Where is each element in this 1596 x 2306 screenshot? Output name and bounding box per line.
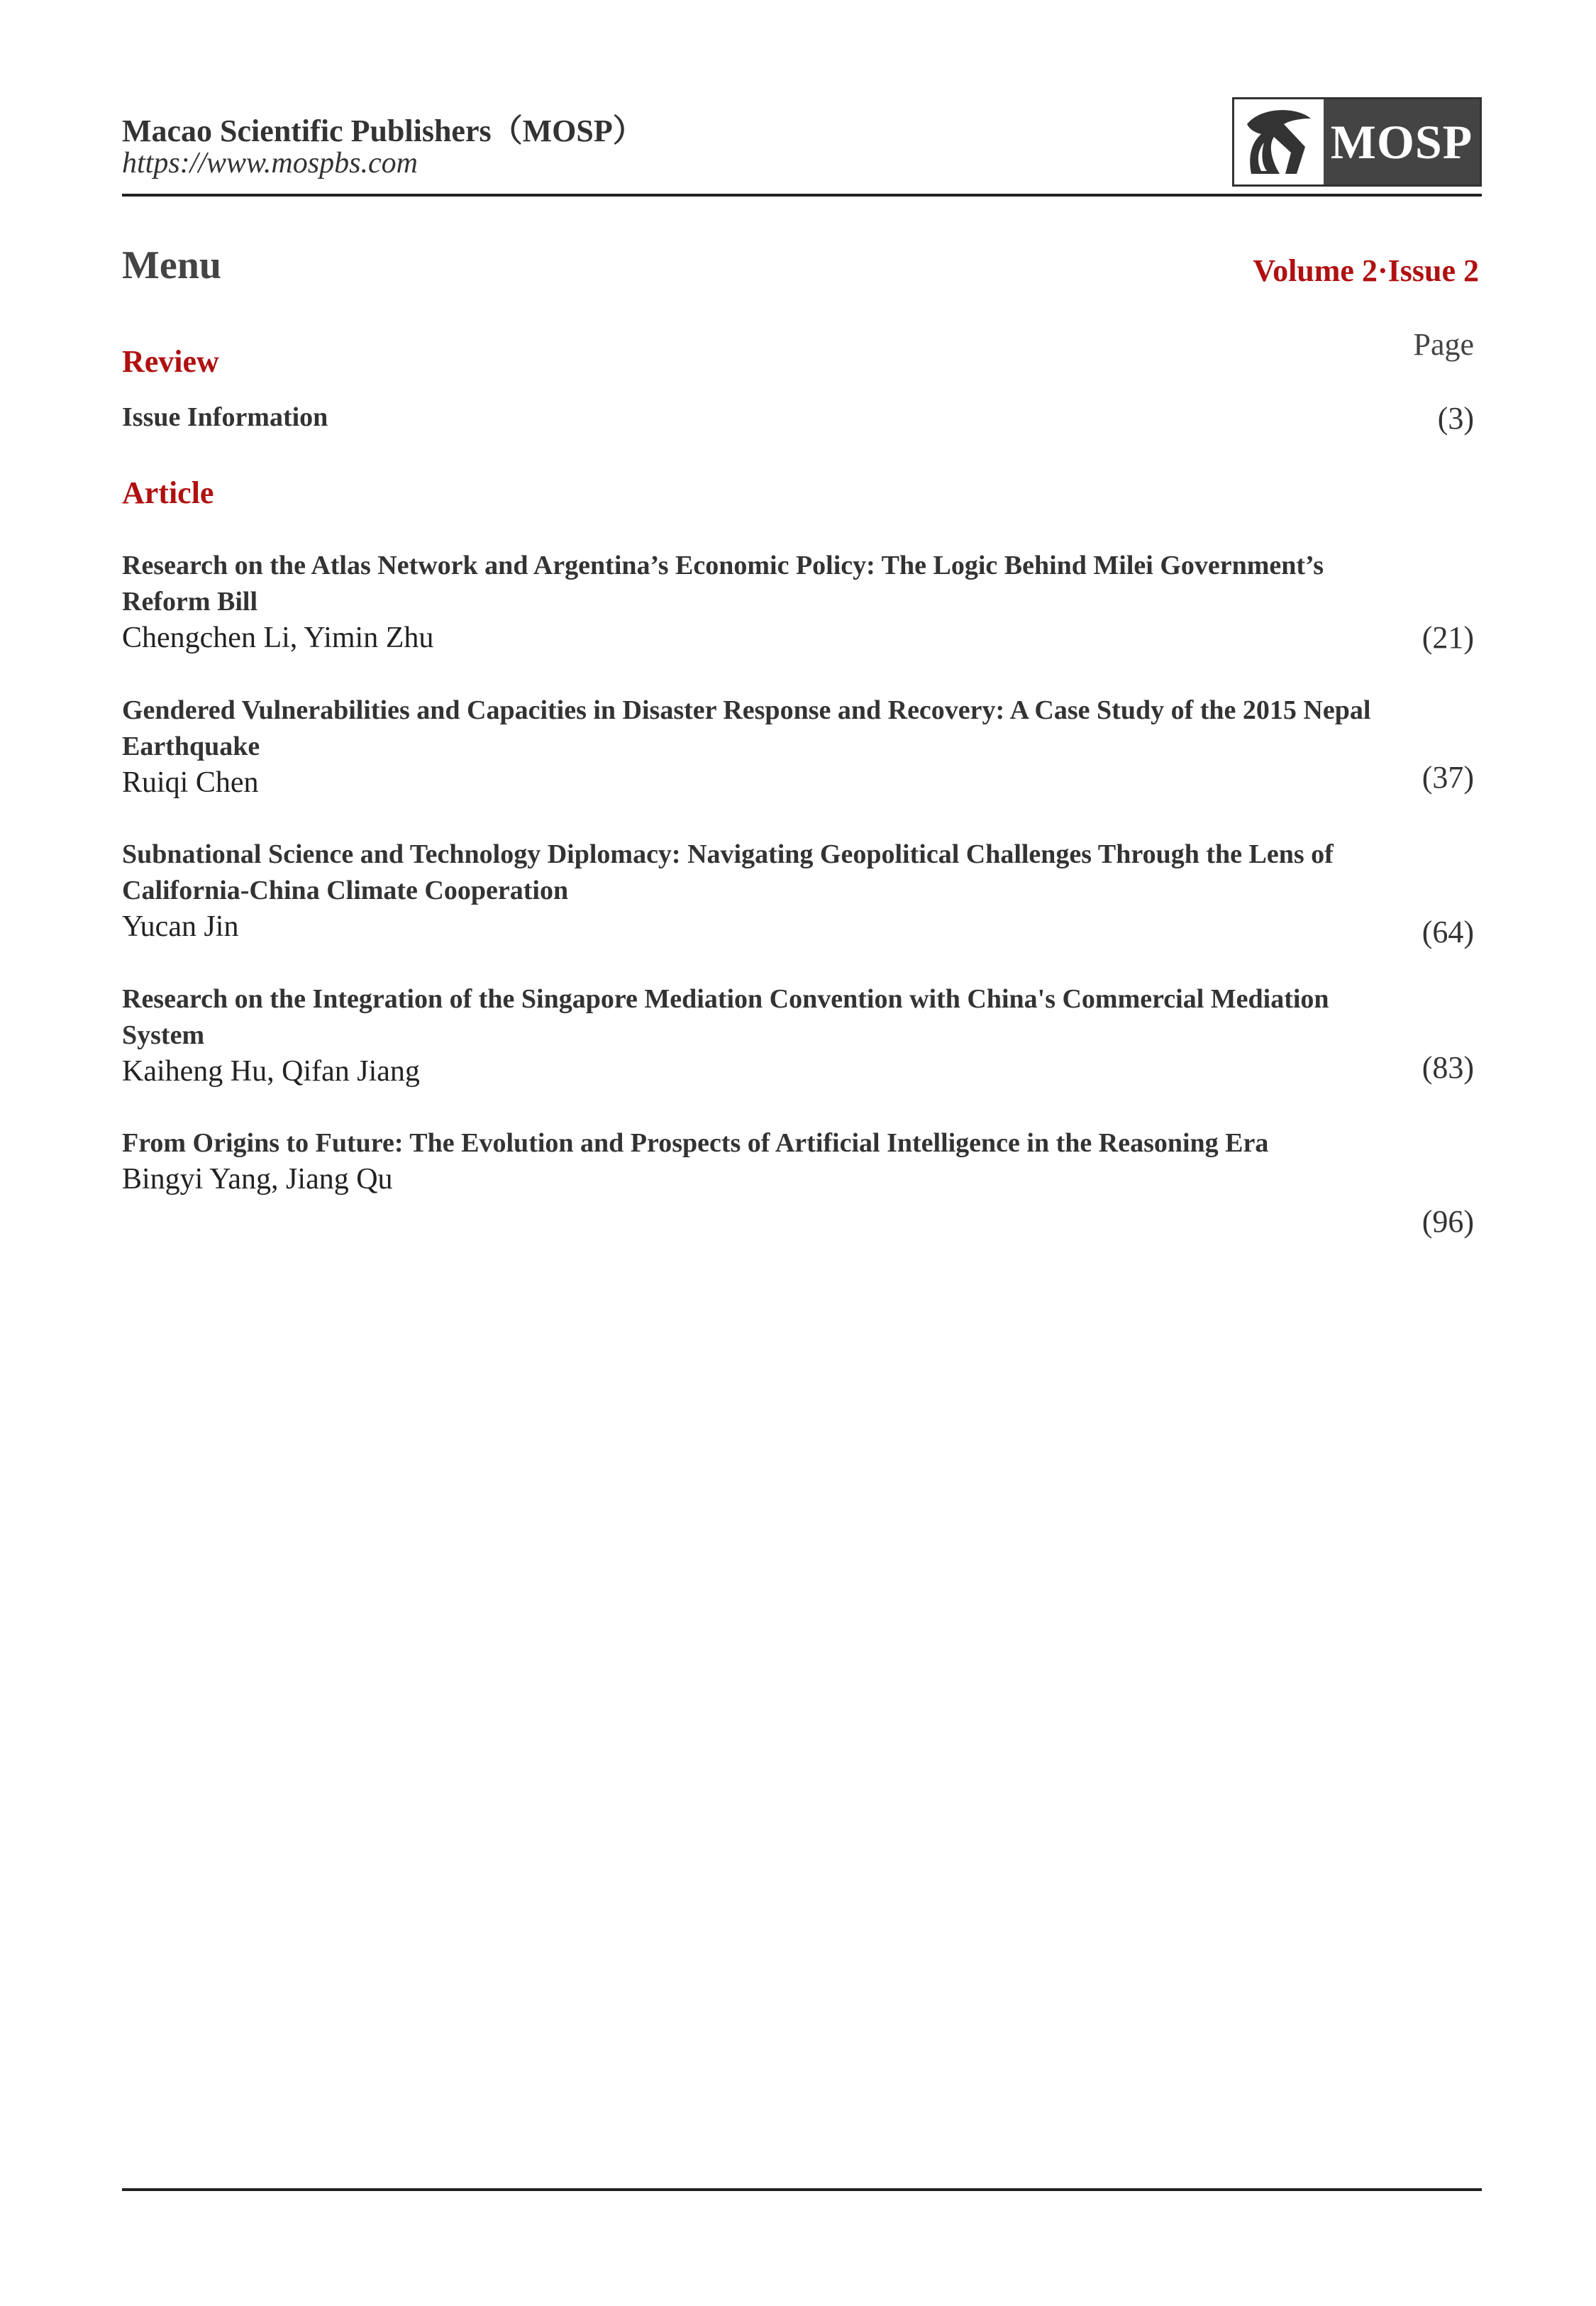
article-title[interactable]: From Origins to Future: The Evolution and Prospects of Artificial Intelligence in the Reasoning Era xyxy=(122,1128,1269,1158)
toc-entry-page: (3) xyxy=(1437,401,1474,436)
article-authors: Ruiqi Chen xyxy=(122,766,259,799)
toc-article[interactable] xyxy=(122,693,1385,800)
section-heading-article: Article xyxy=(122,475,214,510)
publisher-website[interactable]: https://www.mospbs.com xyxy=(122,147,418,180)
article-page: (96) xyxy=(1422,1204,1474,1239)
mosp-emblem-icon xyxy=(1234,99,1324,184)
article-title[interactable]: Research on the Atlas Network and Argentina’s Economic Policy: The Logic Behind Milei Government’s Reform Bill xyxy=(122,551,1324,617)
logo-wordmark: MOSP xyxy=(1324,99,1480,184)
footer-divider xyxy=(122,2188,1482,2191)
article-title[interactable]: Research on the Integration of the Singapore Mediation Convention with China's Commercial Mediation System xyxy=(122,984,1329,1050)
article-authors: Kaiheng Hu, Qifan Jiang xyxy=(122,1055,420,1088)
toc-entry-title[interactable]: Issue Information xyxy=(122,402,328,432)
toc-article[interactable] xyxy=(122,837,1385,944)
toc-article[interactable] xyxy=(122,1125,1385,1197)
article-page: (21) xyxy=(1422,620,1474,655)
toc-article[interactable] xyxy=(122,981,1385,1089)
mosp-logo xyxy=(1232,97,1482,187)
volume-issue: Volume 2·Issue 2 xyxy=(1253,253,1479,288)
article-page: (83) xyxy=(1422,1050,1474,1085)
article-authors: Yucan Jin xyxy=(122,910,239,943)
article-title[interactable]: Subnational Science and Technology Diplomacy: Navigating Geopolitical Challenges Through the Lens of California-China Climate Cooperation xyxy=(122,839,1334,905)
section-heading-review: Review xyxy=(122,344,219,379)
toc-article[interactable] xyxy=(122,548,1385,656)
article-page: (37) xyxy=(1422,760,1474,795)
page-column-label: Page xyxy=(1413,327,1474,362)
article-authors: Bingyi Yang, Jiang Qu xyxy=(122,1163,393,1196)
article-title[interactable]: Gendered Vulnerabilities and Capacities in Disaster Response and Recovery: A Case Study of the 2015 Nepal Earthquake xyxy=(122,695,1371,761)
article-authors: Chengchen Li, Yimin Zhu xyxy=(122,622,434,654)
article-page: (64) xyxy=(1422,915,1474,949)
publisher-name: Macao Scientific Publishers（MOSP） xyxy=(122,114,644,148)
menu-title: Menu xyxy=(122,243,221,287)
header-divider xyxy=(122,194,1482,197)
